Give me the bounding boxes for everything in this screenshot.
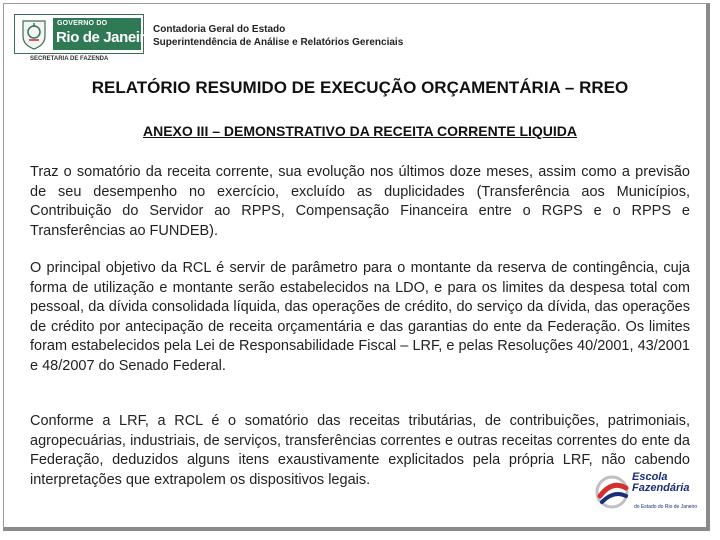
header-line-1: Contadoria Geral do Estado — [153, 24, 286, 35]
logo-frame — [14, 14, 154, 54]
school-logo — [592, 470, 704, 518]
government-logo — [14, 14, 152, 60]
paragraph-3: Conforme a LRF, a RCL é o somatório das receitas tributárias, de contribuições, patrimoniais, agropecuárias, industriais, de serviços, transferências correntes e outras receitas correntes do ente da Federação, deduzidos alguns itens exaustivamente explicitados pela própria LRF, não cabendo interpretações que extrapolem os dispositivos legais. — [30, 413, 690, 488]
header-text — [153, 23, 403, 49]
school-name — [632, 472, 689, 494]
logo-sub-text: SECRETARIA DE FAZENDA — [30, 56, 109, 62]
annex-title: ANEXO III – DEMONSTRATIVO DA RECEITA CORRENTE LIQUIDA — [142, 123, 578, 139]
logo-name: Rio de Janeiro — [56, 29, 154, 46]
paragraph-2: O principal objetivo da RCL é servir de parâmetro para o montante da reserva de contingência, cuja forma de utilização e montante serão estabelecidos na LDO, e para os limites da despesa total com pessoal, da dívida consolidada líquida, das operações de crédito, do serviço da dívida, das operações de crédito por antecipação de receita orçamentária e das garantias do ente da Federação. Os limites foram estabelecidos pela Lei de Responsabilidade Fiscal – LRF, e pelas Resoluções 40/2001, 43/2001 e 48/2007 do Senado Federal. — [30, 260, 690, 374]
school-emblem-icon — [592, 472, 636, 512]
coat-of-arms-icon — [19, 18, 49, 50]
logo-badge — [53, 18, 154, 50]
paragraph-1: Traz o somatório da receita corrente, sua evolução nos últimos doze meses, assim como a previsão de seu desempenho no exercício, excluído as duplicidades (Transferência aos Municípios, Contribuição do Servidor ao RPPS, Compensação Financeira entre o RGPS e o RPPS e Transferências ao FUNDEB). — [30, 164, 690, 239]
header-line-2: Superintendência de Análise e Relatórios Gerenciais — [153, 37, 404, 48]
logo-top-text: GOVERNO DO — [57, 20, 108, 27]
page-title: RELATÓRIO RESUMIDO DE EXECUÇÃO ORÇAMENTÁRIA – RREO — [91, 78, 629, 97]
school-sub-text: do Estado do Rio de Janeiro — [634, 504, 698, 510]
school-name-line-2: Fazendária — [632, 482, 690, 494]
school-name-line-1: Escola — [632, 471, 668, 483]
